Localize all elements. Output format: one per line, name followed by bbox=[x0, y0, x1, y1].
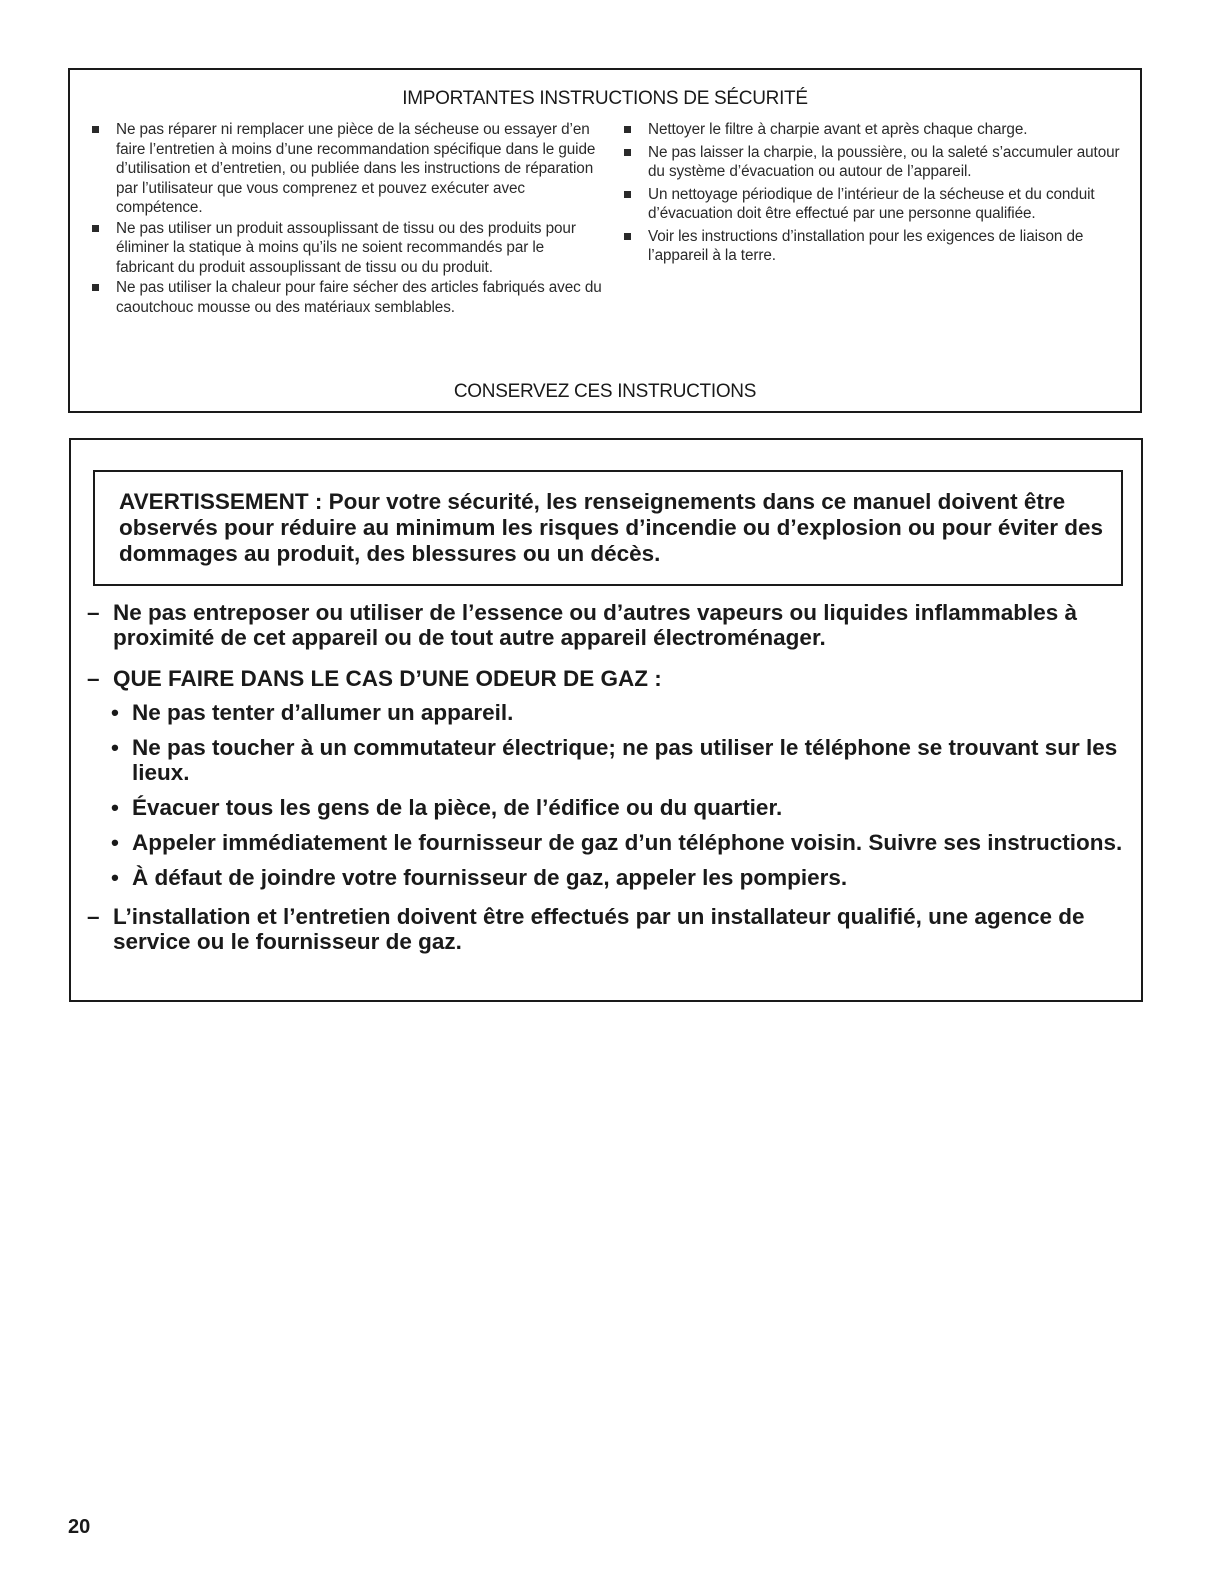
list-item bbox=[87, 700, 1127, 725]
gas-smell-item bbox=[87, 666, 1127, 691]
square-bullet-icon bbox=[92, 126, 99, 133]
list-item bbox=[87, 735, 1127, 785]
safety-title: IMPORTANTES INSTRUCTIONS DE SÉCURITÉ bbox=[402, 88, 808, 109]
list-item bbox=[87, 865, 1127, 890]
square-bullet-icon bbox=[624, 149, 631, 156]
gas-warning-box bbox=[69, 438, 1143, 1002]
list-item-text: Un nettoyage périodique de l’intérieur de la sécheuse et du conduit d’évacuation doit être effectué par une personne qualifiée. bbox=[648, 185, 1095, 222]
bullet-icon: • bbox=[111, 795, 119, 820]
list-item bbox=[92, 278, 602, 317]
list-item bbox=[624, 227, 1134, 266]
safety-right-list bbox=[624, 120, 1134, 266]
square-bullet-icon bbox=[624, 126, 631, 133]
gas-smell-heading: QUE FAIRE DANS LE CAS D’UNE ODEUR DE GAZ : bbox=[113, 666, 662, 691]
list-item bbox=[87, 795, 1127, 820]
dash-icon: – bbox=[87, 666, 100, 691]
list-item-text: Ne pas laisser la charpie, la poussière, ou la saleté s’accumuler autour du système d’évacuation ou autour de l’appareil. bbox=[648, 143, 1120, 180]
safety-left-list bbox=[92, 120, 602, 317]
safety-right-column bbox=[624, 120, 1134, 269]
list-item bbox=[624, 185, 1134, 224]
installation-text: L’installation et l’entretien doivent être effectués par un installateur qualifié, une agence de service ou le fournisseur de gaz. bbox=[113, 904, 1085, 954]
bullet-icon: • bbox=[111, 865, 119, 890]
list-item-text: Ne pas réparer ni remplacer une pièce de la sécheuse ou essayer d’en faire l’entretien à moins d’une recommandation spécifique dans le guide d’utilisation et d’entretien, ou publiée dans les instructions de réparation par l’utilisateur que vous comprenez et pouvez exécuter avec compétence. bbox=[116, 121, 596, 216]
save-instructions-footer: CONSERVEZ CES INSTRUCTIONS bbox=[453, 381, 757, 402]
gas-instructions bbox=[87, 600, 1127, 954]
bullet-icon: • bbox=[111, 735, 119, 760]
list-item-text: Ne pas utiliser un produit assouplissant de tissu ou des produits pour éliminer la statique à moins qu’ils ne soient recommandés par le fabricant du produit assouplissant de tissu ou du produit. bbox=[116, 219, 576, 276]
list-item-text: Ne pas tenter d’allumer un appareil. bbox=[132, 700, 514, 725]
square-bullet-icon bbox=[92, 225, 99, 232]
safety-instructions-box bbox=[68, 68, 1142, 413]
list-item-text: Évacuer tous les gens de la pièce, de l’édifice ou du quartier. bbox=[132, 795, 783, 820]
installation-item bbox=[87, 904, 1127, 954]
no-gasoline-text: Ne pas entreposer ou utiliser de l’essence ou d’autres vapeurs ou liquides inflammables à proximité de cet appareil ou de tout autre appareil électroménager. bbox=[113, 600, 1078, 650]
no-gasoline-item bbox=[87, 600, 1127, 650]
page-number: 20 bbox=[68, 1516, 91, 1538]
list-item bbox=[92, 219, 602, 278]
list-item-text: Ne pas toucher à un commutateur électrique; ne pas utiliser le téléphone se trouvant sur les lieux. bbox=[132, 735, 1118, 785]
safety-left-column bbox=[92, 120, 602, 318]
square-bullet-icon bbox=[624, 191, 631, 198]
list-item-text: Appeler immédiatement le fournisseur de gaz d’un téléphone voisin. Suivre ses instructions. bbox=[132, 830, 1123, 855]
list-item bbox=[87, 830, 1127, 855]
list-item-text: À défaut de joindre votre fournisseur de gaz, appeler les pompiers. bbox=[132, 865, 848, 890]
list-item-text: Voir les instructions d’installation pour les exigences de liaison de l’appareil à la terre. bbox=[648, 227, 1084, 264]
bullet-icon: • bbox=[111, 700, 119, 725]
square-bullet-icon bbox=[624, 233, 631, 240]
list-item-text: Ne pas utiliser la chaleur pour faire sécher des articles fabriqués avec du caoutchouc mousse ou des matériaux semblables. bbox=[116, 279, 602, 316]
bullet-icon: • bbox=[111, 830, 119, 855]
dash-icon: – bbox=[87, 904, 100, 929]
list-item bbox=[92, 120, 602, 218]
list-item bbox=[624, 120, 1134, 140]
list-item-text: Nettoyer le filtre à charpie avant et après chaque charge. bbox=[648, 121, 1028, 138]
warning-callout bbox=[93, 470, 1123, 586]
list-item bbox=[624, 143, 1134, 182]
dash-icon: – bbox=[87, 600, 100, 625]
warning-text: AVERTISSEMENT : Pour votre sécurité, les renseignements dans ce manuel doivent être observés pour réduire au minimum les risques d’incendie ou d’explosion ou pour éviter des dommages au produit, des blessures ou un décès. bbox=[119, 489, 1103, 566]
square-bullet-icon bbox=[92, 284, 99, 291]
